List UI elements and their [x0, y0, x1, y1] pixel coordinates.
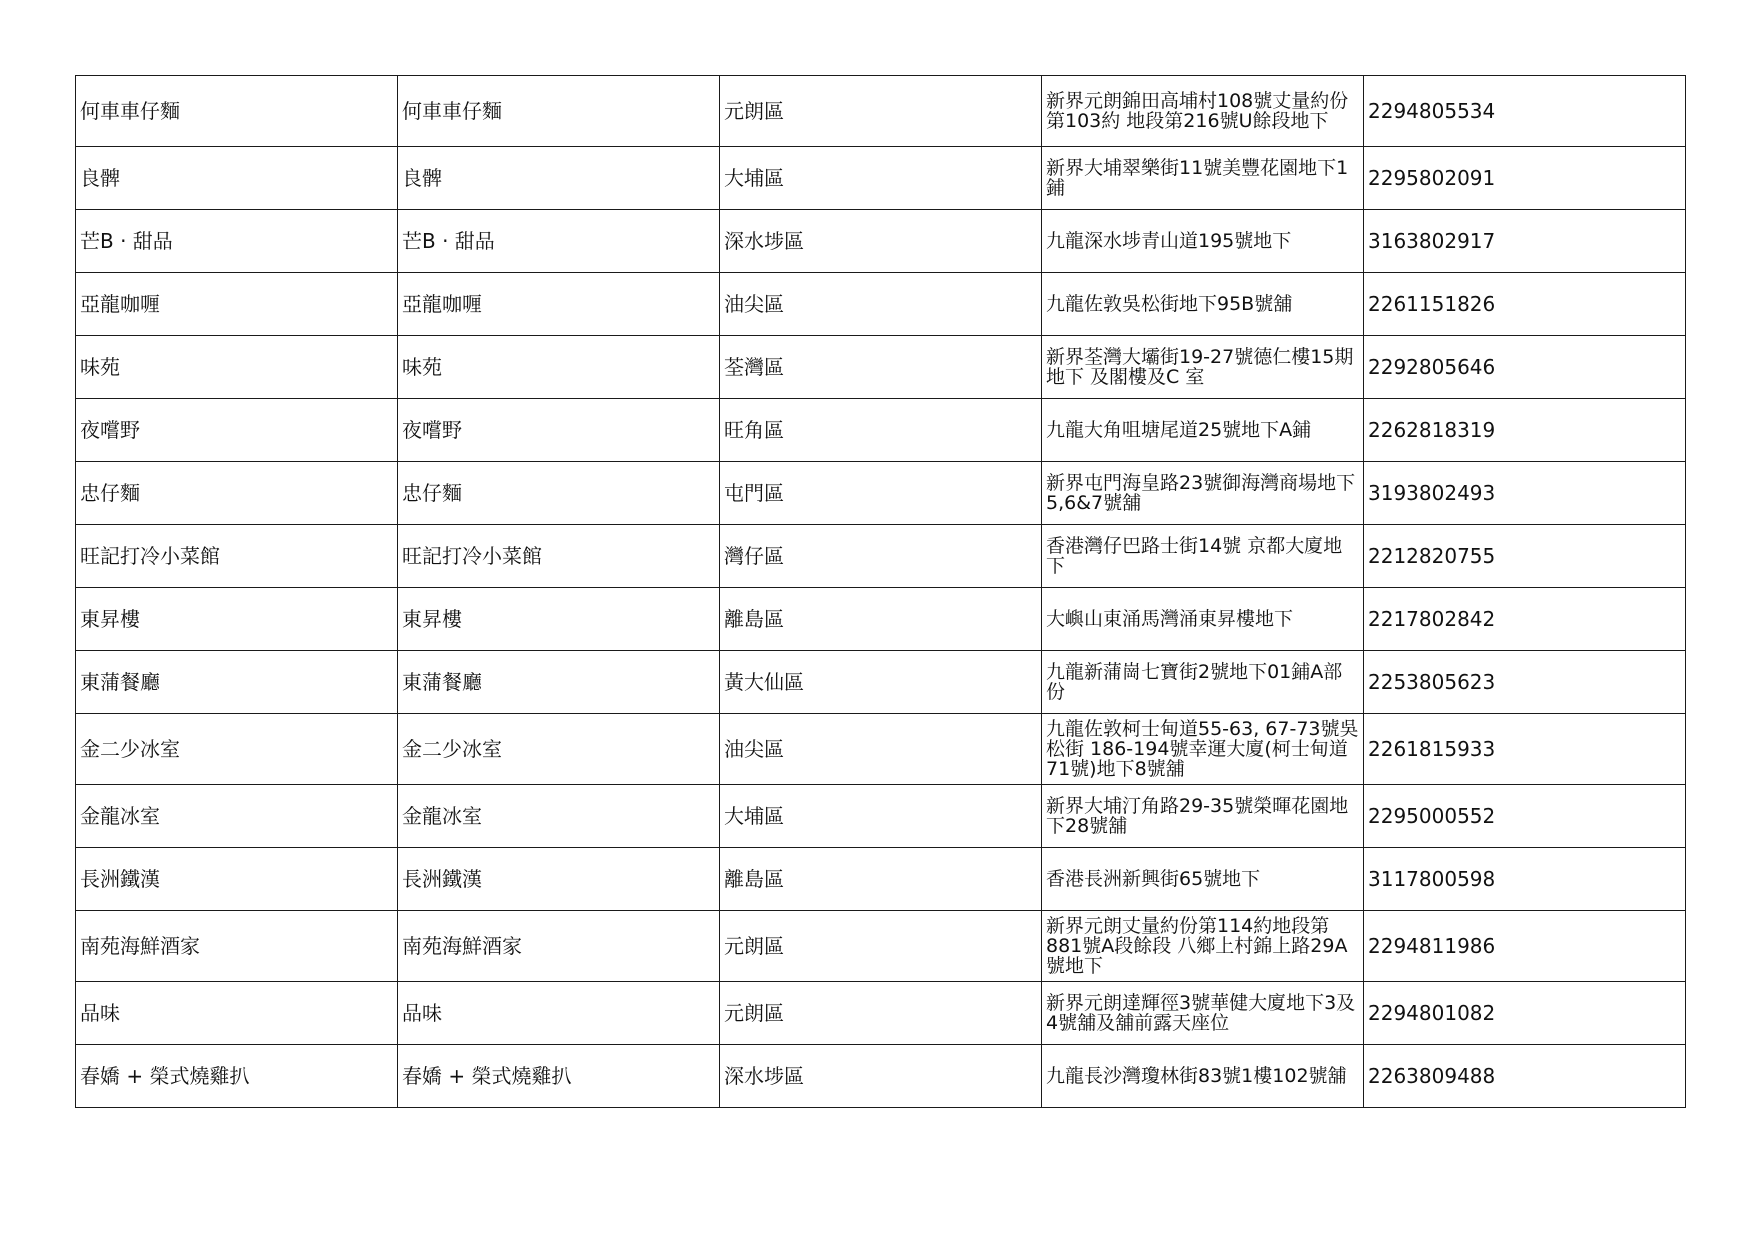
table-row [76, 147, 1686, 210]
restaurant-name-cell [76, 714, 398, 785]
restaurant-name-cell [76, 911, 398, 982]
restaurant-name-cell [76, 336, 398, 399]
district: 深水埗區 [724, 228, 804, 253]
district-cell [720, 911, 1042, 982]
phone-number: 2294801082 [1368, 1000, 1496, 1025]
address-cell [1042, 651, 1364, 714]
phone-number: 2294811986 [1368, 933, 1496, 958]
restaurant-name-cell [76, 982, 398, 1045]
address: 新界元朗錦田高埔村108號丈量約份第103約 地段第216號U餘段地下 [1046, 90, 1349, 132]
address: 新界元朗達輝徑3號華健大廈地下3及4號舖及舖前露天座位 [1046, 992, 1356, 1034]
restaurant-name-alt: 何車車仔麵 [402, 98, 502, 123]
restaurant-name: 金二少冰室 [80, 736, 180, 761]
phone-number: 2295000552 [1368, 803, 1496, 828]
restaurant-name-alt-cell [398, 210, 720, 273]
restaurant-name-alt: 芒B · 甜品 [402, 228, 495, 253]
table-row [76, 76, 1686, 147]
table-row [76, 714, 1686, 785]
table-row [76, 525, 1686, 588]
address: 新界元朗丈量約份第114約地段第881號A段餘段 八鄉上村錦上路29A號地下 [1046, 915, 1348, 977]
restaurant-name: 東蒲餐廳 [80, 669, 160, 694]
phone-number: 2294805534 [1368, 98, 1496, 123]
phone-cell [1364, 273, 1686, 336]
address-cell [1042, 982, 1364, 1045]
district: 旺角區 [724, 417, 784, 442]
table-row [76, 911, 1686, 982]
restaurant-name: 夜嚐野 [80, 417, 140, 442]
phone-number: 2263809488 [1368, 1063, 1496, 1088]
address: 九龍長沙灣瓊林街83號1樓102號舖 [1046, 1065, 1347, 1087]
restaurant-name: 忠仔麵 [80, 480, 140, 505]
district-cell [720, 147, 1042, 210]
address-cell [1042, 210, 1364, 273]
phone-cell [1364, 982, 1686, 1045]
restaurant-name-alt: 夜嚐野 [402, 417, 462, 442]
phone-cell [1364, 588, 1686, 651]
district-cell [720, 462, 1042, 525]
phone-number: 2261815933 [1368, 736, 1496, 761]
district-cell [720, 1045, 1042, 1108]
restaurant-name: 金龍冰室 [80, 803, 160, 828]
district: 荃灣區 [724, 354, 784, 379]
address-cell [1042, 1045, 1364, 1108]
phone-cell [1364, 714, 1686, 785]
phone-number: 2262818319 [1368, 417, 1496, 442]
district-cell [720, 525, 1042, 588]
phone-cell [1364, 147, 1686, 210]
address: 九龍大角咀塘尾道25號地下A鋪 [1046, 419, 1312, 441]
address-cell [1042, 336, 1364, 399]
phone-cell [1364, 651, 1686, 714]
restaurant-name-alt-cell [398, 462, 720, 525]
phone-cell [1364, 785, 1686, 848]
phone-cell [1364, 76, 1686, 147]
phone-cell [1364, 848, 1686, 911]
district: 油尖區 [724, 736, 784, 761]
phone-cell [1364, 911, 1686, 982]
address: 新界大埔翠樂街11號美豐花園地下1鋪 [1046, 157, 1349, 199]
table-row [76, 336, 1686, 399]
address: 新界大埔汀角路29-35號榮暉花園地下28號舖 [1046, 795, 1349, 837]
phone-number: 2212820755 [1368, 543, 1496, 568]
district-cell [720, 651, 1042, 714]
restaurant-name-cell [76, 651, 398, 714]
restaurant-name-alt-cell [398, 714, 720, 785]
restaurant-name: 旺記打冷小菜館 [80, 543, 220, 568]
district-cell [720, 714, 1042, 785]
restaurant-name-alt: 金二少冰室 [402, 736, 502, 761]
restaurant-name-cell [76, 462, 398, 525]
district: 元朗區 [724, 1000, 784, 1025]
restaurant-name-alt-cell [398, 147, 720, 210]
address-cell [1042, 525, 1364, 588]
district-cell [720, 399, 1042, 462]
district-cell [720, 210, 1042, 273]
address: 九龍佐敦柯士甸道55-63, 67-73號吳松街 186-194號幸運大廈(柯士甸道71號)地下8號舖 [1046, 718, 1359, 780]
restaurant-name-cell [76, 210, 398, 273]
district: 油尖區 [724, 291, 784, 316]
restaurant-name-alt: 東蒲餐廳 [402, 669, 482, 694]
district-cell [720, 785, 1042, 848]
restaurant-name: 良髀 [80, 165, 120, 190]
restaurant-name-cell [76, 273, 398, 336]
restaurant-name-alt-cell [398, 982, 720, 1045]
district-cell [720, 848, 1042, 911]
phone-cell [1364, 525, 1686, 588]
restaurant-sheet [75, 75, 1685, 1108]
restaurant-name-cell [76, 848, 398, 911]
restaurant-name: 何車車仔麵 [80, 98, 180, 123]
restaurant-name: 南苑海鮮酒家 [80, 933, 200, 958]
table-row [76, 210, 1686, 273]
address: 九龍深水埗青山道195號地下 [1046, 230, 1292, 252]
restaurant-name-alt: 東昇樓 [402, 606, 462, 631]
table-row [76, 848, 1686, 911]
district: 元朗區 [724, 933, 784, 958]
restaurant-name-alt-cell [398, 911, 720, 982]
restaurant-name-cell [76, 76, 398, 147]
address-cell [1042, 714, 1364, 785]
restaurant-name-alt-cell [398, 785, 720, 848]
address-cell [1042, 273, 1364, 336]
restaurant-name-alt: 忠仔麵 [402, 480, 462, 505]
restaurant-name-alt-cell [398, 336, 720, 399]
district: 離島區 [724, 606, 784, 631]
district-cell [720, 273, 1042, 336]
restaurant-name: 春嬌 + 榮式燒雞扒 [80, 1063, 250, 1088]
restaurant-name-alt-cell [398, 651, 720, 714]
address-cell [1042, 147, 1364, 210]
restaurant-name-alt: 亞龍咖喱 [402, 291, 482, 316]
restaurant-name: 亞龍咖喱 [80, 291, 160, 316]
phone-cell [1364, 1045, 1686, 1108]
phone-number: 2295802091 [1368, 165, 1496, 190]
phone-cell [1364, 210, 1686, 273]
restaurant-name-alt: 春嬌 + 榮式燒雞扒 [402, 1063, 572, 1088]
phone-number: 3117800598 [1368, 866, 1496, 891]
address-cell [1042, 76, 1364, 147]
address-cell [1042, 848, 1364, 911]
restaurant-name-alt-cell [398, 273, 720, 336]
phone-number: 3193802493 [1368, 480, 1496, 505]
address: 大嶼山東涌馬灣涌東昇樓地下 [1046, 608, 1294, 630]
phone-number: 3163802917 [1368, 228, 1496, 253]
restaurant-name-cell [76, 525, 398, 588]
restaurant-name-cell [76, 1045, 398, 1108]
address-cell [1042, 588, 1364, 651]
district: 大埔區 [724, 803, 784, 828]
restaurant-name-cell [76, 147, 398, 210]
restaurant-name: 品味 [80, 1000, 120, 1025]
district-cell [720, 588, 1042, 651]
restaurant-name-alt-cell [398, 848, 720, 911]
address: 香港長洲新興街65號地下 [1046, 868, 1261, 890]
table-row [76, 651, 1686, 714]
restaurant-name-alt-cell [398, 525, 720, 588]
restaurant-name-cell [76, 399, 398, 462]
restaurant-name-alt: 良髀 [402, 165, 442, 190]
district-cell [720, 982, 1042, 1045]
restaurant-name-alt: 長洲鐵漢 [402, 866, 482, 891]
restaurant-name-alt-cell [398, 399, 720, 462]
restaurant-name-alt: 金龍冰室 [402, 803, 482, 828]
table-body [76, 76, 1686, 1108]
restaurant-name: 東昇樓 [80, 606, 140, 631]
phone-cell [1364, 399, 1686, 462]
restaurant-name-alt: 旺記打冷小菜館 [402, 543, 542, 568]
district: 黃大仙區 [724, 669, 804, 694]
phone-number: 2292805646 [1368, 354, 1496, 379]
table-row [76, 1045, 1686, 1108]
table-row [76, 588, 1686, 651]
restaurant-name-alt: 品味 [402, 1000, 442, 1025]
district: 屯門區 [724, 480, 784, 505]
phone-cell [1364, 462, 1686, 525]
restaurant-name: 味苑 [80, 354, 120, 379]
district: 灣仔區 [724, 543, 784, 568]
table-row [76, 785, 1686, 848]
restaurant-name-alt: 南苑海鮮酒家 [402, 933, 522, 958]
restaurant-name-cell [76, 785, 398, 848]
phone-number: 2261151826 [1368, 291, 1496, 316]
address-cell [1042, 399, 1364, 462]
restaurant-name-alt-cell [398, 588, 720, 651]
district: 元朗區 [724, 98, 784, 123]
phone-number: 2253805623 [1368, 669, 1496, 694]
district: 大埔區 [724, 165, 784, 190]
restaurant-name: 芒B · 甜品 [80, 228, 173, 253]
address-cell [1042, 911, 1364, 982]
table-row [76, 399, 1686, 462]
district: 深水埗區 [724, 1063, 804, 1088]
table-row [76, 273, 1686, 336]
address-cell [1042, 785, 1364, 848]
restaurant-table [75, 75, 1686, 1108]
address: 香港灣仔巴路士街14號 京都大廈地下 [1046, 535, 1343, 577]
restaurant-name-alt: 味苑 [402, 354, 442, 379]
address: 新界荃灣大壩街19-27號德仁樓15期地下 及閣樓及C 室 [1046, 346, 1354, 388]
phone-number: 2217802842 [1368, 606, 1496, 631]
address: 九龍佐敦吳松街地下95B號舖 [1046, 293, 1293, 315]
table-row [76, 982, 1686, 1045]
address: 新界屯門海皇路23號御海灣商場地下5,6&7號舖 [1046, 472, 1356, 514]
table-row [76, 462, 1686, 525]
address-cell [1042, 462, 1364, 525]
restaurant-name-alt-cell [398, 76, 720, 147]
district-cell [720, 336, 1042, 399]
address: 九龍新蒲崗七寶街2號地下01鋪A部份 [1046, 661, 1343, 703]
district: 離島區 [724, 866, 784, 891]
restaurant-name-alt-cell [398, 1045, 720, 1108]
restaurant-name: 長洲鐵漢 [80, 866, 160, 891]
district-cell [720, 76, 1042, 147]
phone-cell [1364, 336, 1686, 399]
restaurant-name-cell [76, 588, 398, 651]
